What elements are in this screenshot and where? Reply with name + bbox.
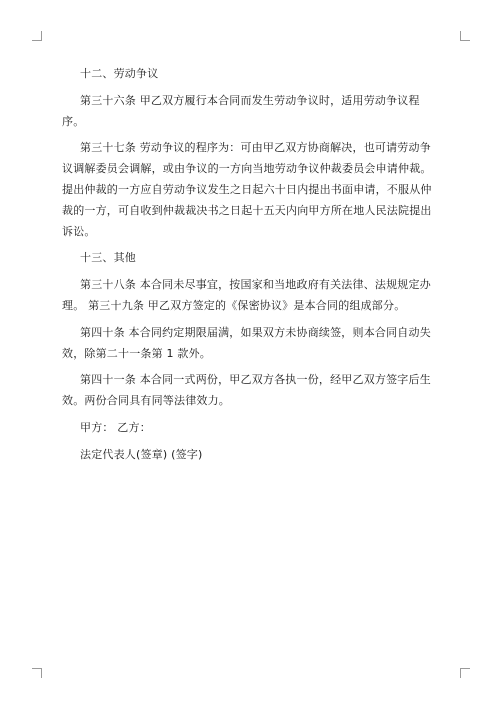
signature-representative-line: 法定代表人(签章) (签字) [80, 447, 203, 461]
section-heading-other: 十三、其他 [80, 251, 136, 265]
article-38-39: 第三十八条 本合同未尽事宜，按国家和当地政府有关法律、法规规定办理。 第三十九条 甲乙双方签定的《保密协议》是本合同的组成部分。 [62, 278, 431, 312]
document-body [62, 64, 442, 472]
article-36: 第三十六条 甲乙双方履行本合同而发生劳动争议时，适用劳动争议程序。 [62, 93, 420, 128]
article-37: 第三十七条 劳动争议的程序为：可由甲乙双方协商解决，也可请劳动争议调解委员会调解，或由争议的一方向当地劳动争议仲裁委员会申请仲裁。提出仲裁的一方应自劳动争议发生之日起六十日内提出书面申请，不服从仲裁的一方，可自收到仲裁裁决书之日起十五天内向甲方所在地人民法院提出诉讼。 [62, 141, 432, 238]
article-40: 第四十条 本合同约定期限届满，如果双方未协商续签，则本合同自动失效，除第二十一条第 1 款外。 [62, 325, 431, 360]
crop-mark-top-left [32, 31, 42, 41]
crop-mark-top-right [460, 31, 470, 41]
article-41: 第四十一条 本合同一式两份，甲乙双方各执一份，经甲乙双方签字后生效。两份合同具有同等法律效力。 [62, 373, 431, 408]
section-heading-labor-dispute: 十二、劳动争议 [80, 67, 159, 80]
crop-mark-bottom-left [32, 668, 42, 678]
signature-parties-line: 甲方： 乙方： [80, 420, 151, 434]
crop-mark-bottom-right [460, 668, 470, 678]
